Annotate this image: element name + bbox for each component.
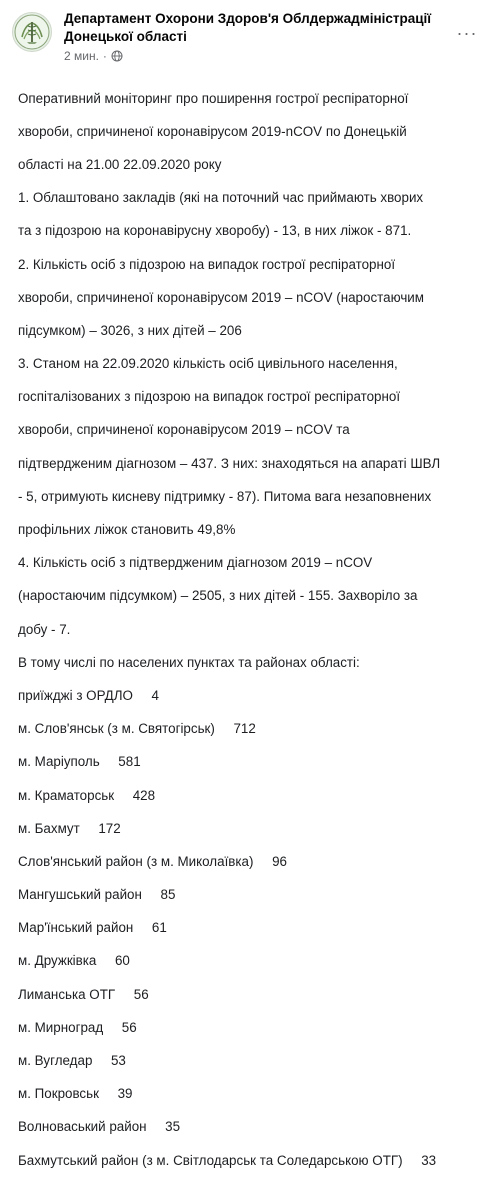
region-line: м. Краматорськ 428 xyxy=(18,787,156,803)
region-line: Мар'їнський район 61 xyxy=(18,920,167,936)
region-line: м. Дружківка 60 xyxy=(18,953,130,969)
region-line: м. Слов'янськ (з м. Святогірськ) 712 xyxy=(18,721,256,737)
post-line: підтвердженим діагнозом – 437. З них: знаходяться на апараті ШВЛ xyxy=(18,455,441,471)
post-line: та з підозрою на коронавірусну хворобу) - 13, в них ліжок - 871. xyxy=(18,223,412,239)
post-line: 2. Кількість осіб з підозрою на випадок гострої респіраторної xyxy=(18,256,396,272)
post-line: 1. Облаштовано закладів (які на поточний час приймають хворих xyxy=(18,190,424,206)
more-options-icon: ··· xyxy=(456,22,478,43)
post-timestamp[interactable]: 2 мин. xyxy=(64,49,99,63)
post-line: добу - 7. xyxy=(18,621,71,637)
page-name-link[interactable]: Департамент Охорони Здоров'я Облдержадміністрації Донецької області xyxy=(64,11,432,44)
region-line: м. Бахмут 172 xyxy=(18,820,121,836)
post-line: хвороби, спричиненої коронавірусом 2019 – nCOV (наростаючим xyxy=(18,289,424,305)
post-line: області на 21.00 22.09.2020 року xyxy=(18,156,222,172)
region-line: м. Мирноград 56 xyxy=(18,1019,137,1035)
region-line: Мангушський район 85 xyxy=(18,887,176,903)
post-line: профільних ліжок становить 49,8% xyxy=(18,522,236,538)
region-line: Слов'янський район (з м. Миколаївка) 96 xyxy=(18,853,287,869)
region-line: м. Покровськ 39 xyxy=(18,1086,133,1102)
medical-emblem-icon xyxy=(13,13,51,51)
post-line: - 5, отримують кисневу підтримку - 87). Питома вага незаповнених xyxy=(18,488,432,504)
post-line: госпіталізованих з підозрою на випадок гострої респіраторної xyxy=(18,389,401,405)
post-line: 3. Станом на 22.09.2020 кількість осіб цивільного населення, xyxy=(18,356,398,372)
post-line: хвороби, спричиненої коронавірусом 2019-nCOV по Донецькій xyxy=(18,123,407,139)
more-options-button[interactable] xyxy=(453,22,481,44)
post-meta xyxy=(64,48,123,64)
post-line: Оперативний моніторинг про поширення гострої респіраторної xyxy=(18,90,409,106)
region-line: м. Вугледар 53 xyxy=(18,1053,126,1069)
page-avatar[interactable] xyxy=(12,12,52,52)
post-line: (наростаючим підсумком) – 2505, з них дітей - 155. Захворіло за xyxy=(18,588,418,604)
post-header xyxy=(12,8,487,68)
meta-separator: · xyxy=(102,49,107,63)
region-line: Лиманська ОТГ 56 xyxy=(18,986,149,1002)
post-line: підсумком) – 3026, з них дітей – 206 xyxy=(18,322,242,338)
post-line: 4. Кількість осіб з підтвердженим діагнозом 2019 – nCOV xyxy=(18,555,373,571)
post-line: В тому числі по населених пунктах та районах області: xyxy=(18,654,360,670)
region-line: приїжджі з ОРДЛО 4 xyxy=(18,687,159,703)
post-line: хвороби, спричиненої коронавірусом 2019 – nCOV та xyxy=(18,422,350,438)
region-line: м. Маріуполь 581 xyxy=(18,754,141,770)
region-line: Бахмутський район (з м. Світлодарськ та Соледарською ОТГ) 33 xyxy=(18,1152,437,1168)
post-body xyxy=(18,74,488,1186)
globe-icon[interactable] xyxy=(111,50,123,62)
region-line: Волноваський район 35 xyxy=(18,1119,181,1135)
